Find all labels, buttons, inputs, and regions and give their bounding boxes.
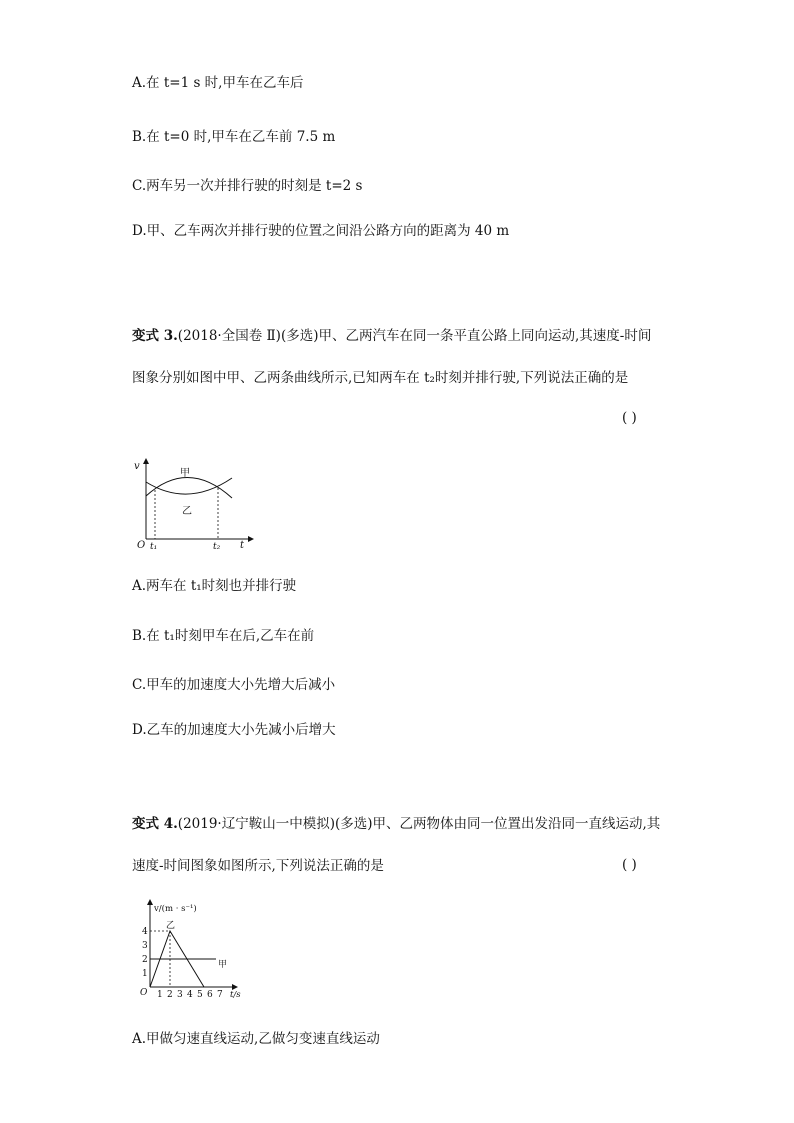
- q3-option-d: D.乙车的加速度大小先减小后增大: [132, 722, 336, 738]
- q4-stem-line1: [132, 815, 660, 833]
- q4-x-tick-1: 1: [157, 990, 163, 999]
- q4-stem-text: (2019·辽宁鞍山一中模拟)(多选)甲、乙两物体由同一位置出发沿同一直线运动,其: [177, 816, 661, 832]
- q4-label: 变式 4.: [132, 816, 178, 832]
- q4-y-tick-1: 1: [142, 969, 148, 979]
- q3-label: 变式 3.: [132, 328, 178, 344]
- q4-y-tick-2: 2: [142, 955, 148, 965]
- q4-stem-line2: 速度-时间图象如图所示,下列说法正确的是: [132, 858, 384, 874]
- option-a-prev: A.在 t=1 s 时,甲车在乙车后: [132, 75, 304, 91]
- q3-x-axis-label: t: [240, 540, 245, 550]
- q4-y-axis-label: v/(m · s⁻¹): [154, 904, 197, 914]
- q3-option-b: B.在 t₁时刻甲车在后,乙车在前: [132, 628, 315, 644]
- q3-stem-line2: 图象分别如图中甲、乙两条曲线所示,已知两车在 t₂时刻并排行驶,下列说法正确的是: [132, 370, 629, 386]
- q3-option-c: C.甲车的加速度大小先增大后减小: [132, 677, 336, 693]
- q4-y-tick-3: 3: [142, 941, 148, 951]
- q4-yi-label: 乙: [166, 921, 176, 931]
- q4-x-tick-5: 5: [197, 990, 203, 999]
- q4-option-a: A.甲做匀速直线运动,乙做匀变速直线运动: [132, 1031, 380, 1047]
- q4-vt-graph: [134, 895, 254, 999]
- q3-stem-text: (2018·全国卷 Ⅱ)(多选)甲、乙两汽车在同一条平直公路上同向运动,其速度-时间: [177, 328, 652, 344]
- q3-origin-label: O: [137, 540, 146, 550]
- option-c-prev: C.两车另一次并排行驶的时刻是 t=2 s: [132, 178, 363, 194]
- q3-option-a: A.两车在 t₁时刻也并排行驶: [132, 578, 297, 594]
- q4-answer-paren: ( ): [622, 857, 637, 873]
- q3-stem-line1: [132, 327, 651, 345]
- q3-curve-yi-label: 乙: [182, 506, 192, 517]
- q3-answer-paren: ( ): [622, 410, 637, 426]
- q4-origin-label: O: [140, 988, 148, 998]
- q4-x-axis-label: t/s: [230, 990, 241, 999]
- q3-curve-jia-label: 甲: [180, 468, 190, 479]
- q3-vt-graph: [128, 456, 258, 550]
- q4-x-tick-4: 4: [187, 990, 193, 999]
- q4-x-tick-3: 3: [177, 990, 183, 999]
- q4-jia-label: 甲: [218, 960, 228, 970]
- q3-y-axis-label: v: [134, 461, 140, 472]
- q4-x-tick-2: 2: [167, 990, 173, 999]
- q3-t2-label: t₂: [213, 542, 221, 550]
- q4-x-tick-6: 6: [207, 990, 213, 999]
- option-b-prev: B.在 t=0 时,甲车在乙车前 7.5 m: [132, 129, 336, 145]
- option-d-prev: D.甲、乙车两次并排行驶的位置之间沿公路方向的距离为 40 m: [132, 223, 510, 239]
- q4-x-tick-7: 7: [217, 990, 223, 999]
- q3-t1-label: t₁: [150, 542, 158, 550]
- q4-y-tick-4: 4: [142, 927, 148, 937]
